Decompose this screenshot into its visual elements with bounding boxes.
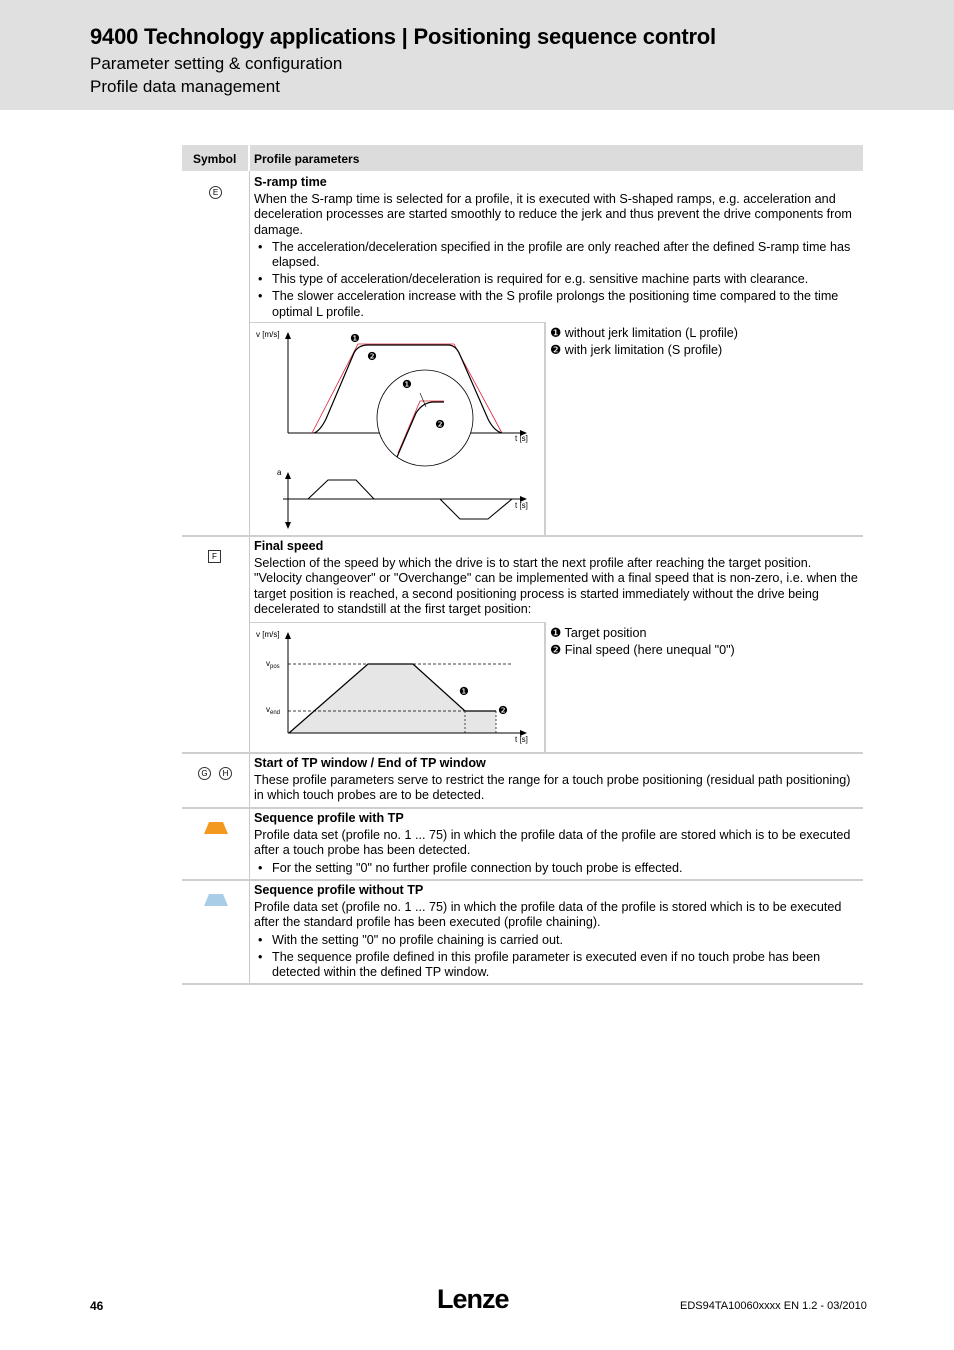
s-ramp-title: S-ramp time xyxy=(254,175,327,189)
symbol-g-icon: G xyxy=(198,767,211,780)
row-divider xyxy=(182,535,863,537)
sequence-without-tp-icon xyxy=(204,894,228,906)
s-ramp-description: S-ramp time When the S-ramp time is selected for a profile, it is executed with S-shaped ramps, e.g. acceleration and deceleration processes are started smoothly to reduce the jerk and thus prevent the drive components from damage. • The acceleration/deceleration specified in the profile are only reached after the defined S-ramp time has elapsed. • This type of acceleration/deceleration is required for e.g. sensitive machine parts with clearance. • The slower acceleration increase with the S profile prolongs the positioning time compared to the time optimal L profile. xyxy=(254,175,858,320)
svg-text:❶: ❶ xyxy=(402,379,412,391)
legend-item: ❶ without jerk limitation (L profile) xyxy=(550,326,738,340)
lenze-logo: Lenze xyxy=(437,1284,509,1314)
t-axis-label-lower: t [s] xyxy=(515,501,528,510)
seq-with-tp-description: Sequence profile with TP Profile data set (profile no. 1 ... 75) in which the profile data of the profile are stored which is to be executed after a touch probe has been detected. • For the setting "0" no further profile connection by touch probe is effected. xyxy=(254,811,858,876)
final-speed-figure xyxy=(250,622,544,753)
figure-divider xyxy=(544,622,546,752)
symbol-h-icon: H xyxy=(219,767,232,780)
figure-divider xyxy=(544,322,546,535)
sequence-with-tp-icon xyxy=(204,822,228,834)
row-divider xyxy=(182,807,863,809)
final-speed-legend xyxy=(550,625,735,659)
final-speed-diagram xyxy=(250,623,544,753)
legend-item: ❷ Final speed (here unequal "0") xyxy=(550,643,735,657)
final-speed-title: Final speed xyxy=(254,539,324,553)
seq-without-tp-description: Sequence profile without TP Profile data set (profile no. 1 ... 75) in which the profile data of the profile is stored which is to be executed after the standard profile has been executed (profile chaining). • With the setting "0" no profile chaining is carried out. • The sequence profile defined in this profile parameter is executed even if no touch probe has been detected within the defined TP window. xyxy=(254,883,858,980)
svg-text:❷: ❷ xyxy=(435,419,445,431)
list-item: • The sequence profile defined in this profile parameter is executed even if no touch probe has been detected within the defined TP window. xyxy=(254,950,858,980)
table-header-symbol: Symbol xyxy=(182,145,248,171)
s-ramp-legend xyxy=(550,325,738,359)
marker-1: ❶ xyxy=(459,686,469,698)
row-divider xyxy=(182,879,863,881)
tp-window-title: Start of TP window / End of TP window xyxy=(254,756,486,770)
marker-2: ❷ xyxy=(367,351,377,363)
legend-item: ❶ Target position xyxy=(550,626,647,640)
list-item: • The slower acceleration increase with the S profile prolongs the positioning time compared to the time optimal L profile. xyxy=(254,289,858,319)
marker-2: ❷ xyxy=(498,705,508,717)
page-number: 46 xyxy=(90,1299,104,1313)
tp-window-description: Start of TP window / End of TP window These profile parameters serve to restrict the range for a touch probe positioning (residual path positioning) in which touch probes are to be detected. xyxy=(254,756,851,803)
t-axis-label: t [s] xyxy=(515,735,528,744)
v-axis-label: v [m/s] xyxy=(256,630,280,639)
v-pos-label: $v_{pos}$ xyxy=(266,659,280,670)
column-divider xyxy=(249,171,250,985)
final-speed-description: Final speed Selection of the speed by which the drive is to start the next profile after reaching the target position. "Velocity changeover" or "Overchange" can be implemented with a final speed that is non-zero, i.e. when the target position is reached, a second positioning process is started immediately without the drive being decelerated to standstill at the first target position: xyxy=(254,539,858,616)
table-bottom-border xyxy=(182,983,863,985)
section-title: Parameter setting & configuration xyxy=(90,54,343,73)
seq-with-tp-title: Sequence profile with TP xyxy=(254,811,404,825)
subsection-title: Profile data management xyxy=(90,77,280,96)
seq-without-tp-title: Sequence profile without TP xyxy=(254,883,424,897)
row-divider xyxy=(182,752,863,754)
s-ramp-diagram xyxy=(250,323,544,536)
marker-1: ❶ xyxy=(350,333,360,345)
a-axis-label: a xyxy=(277,468,282,477)
s-ramp-figure xyxy=(250,322,544,536)
list-item: • This type of acceleration/deceleration is required for e.g. sensitive machine parts with clearance. xyxy=(254,272,858,287)
v-axis-label: v [m/s] xyxy=(256,330,280,339)
list-item: • For the setting "0" no further profile connection by touch probe is effected. xyxy=(254,861,858,876)
document-id: EDS94TA10060xxxx EN 1.2 - 03/2010 xyxy=(680,1300,867,1312)
page-title: 9400 Technology applications | Positioning sequence control xyxy=(90,24,716,49)
legend-item: ❷ with jerk limitation (S profile) xyxy=(550,343,723,357)
symbol-f-icon: F xyxy=(208,550,221,563)
symbol-e-icon: E xyxy=(209,186,222,199)
list-item: • The acceleration/deceleration specified in the profile are only reached after the defined S-ramp time has elapsed. xyxy=(254,240,858,270)
v-end-label: $v_{end}$ xyxy=(266,705,281,716)
page-header xyxy=(0,0,954,110)
list-item: • With the setting "0" no profile chaining is carried out. xyxy=(254,933,858,948)
t-axis-label: t [s] xyxy=(515,434,528,443)
table-header-parameters: Profile parameters xyxy=(250,145,863,171)
